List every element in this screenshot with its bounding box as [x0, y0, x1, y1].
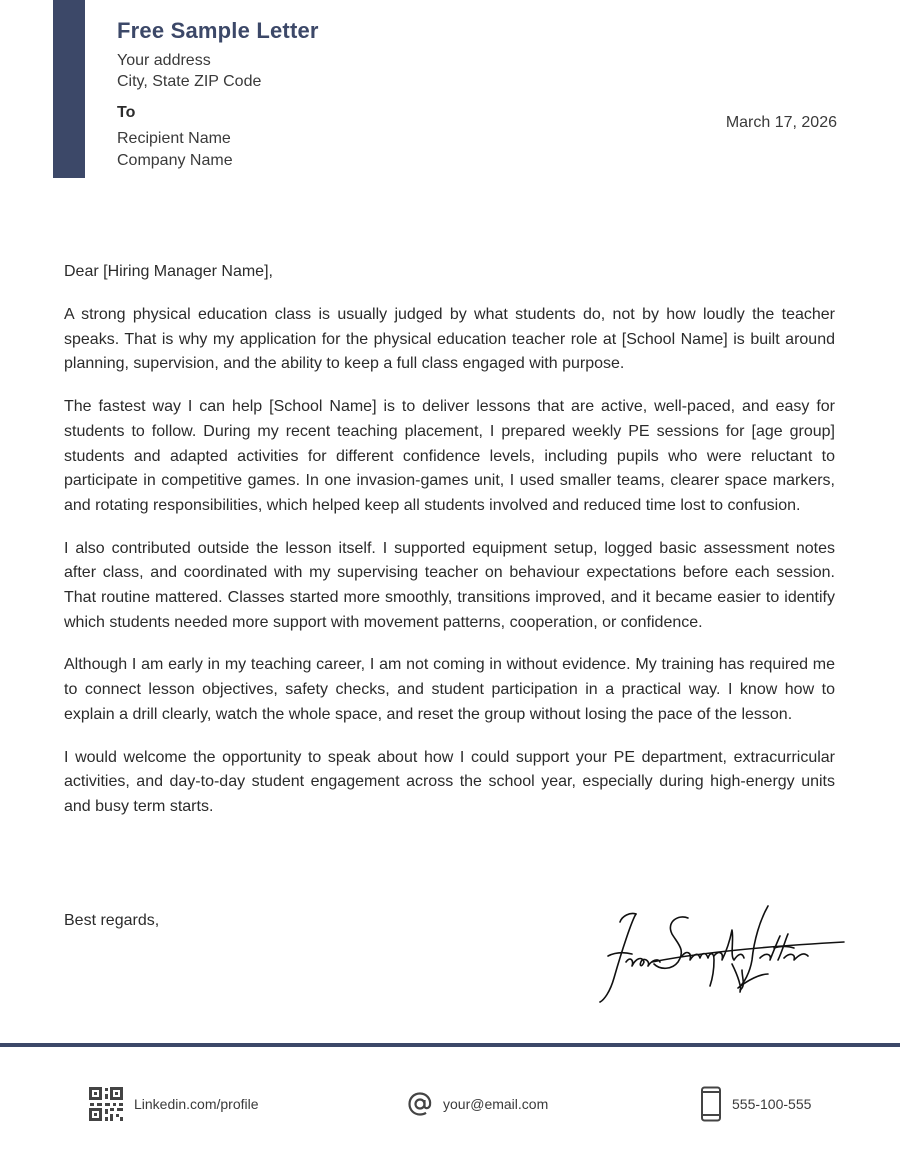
company-name: Company Name — [117, 152, 233, 169]
letter-title: Free Sample Letter — [117, 18, 319, 43]
paragraph-5: I would welcome the opportunity to speak about how I could support your PE department, extracurricular activities, and day-to-day student engagement across the school year, especially during high-energy units and busy term starts. — [64, 748, 835, 815]
recipient-block — [117, 104, 233, 172]
qr-code-icon — [88, 1086, 124, 1122]
paragraph-4: Although I am early in my teaching career, I am not coming in without evidence. My training has required me to connect lesson objectives, safety checks, and student participation in a practical way. I know how to explain a drill clearly, watch the whole space, and reset the group without losing the pace of the lesson. — [64, 656, 835, 723]
signature-image — [592, 900, 847, 1010]
to-label: To — [117, 104, 136, 121]
footer-linkedin[interactable] — [88, 1086, 259, 1122]
salutation: Dear [Hiring Manager Name], — [64, 263, 273, 280]
paragraph-2: The fastest way I can help [School Name] is to deliver lessons that are active, well-paced, and easy for students to follow. During my recent teaching placement, I prepared weekly PE sessions for [age group] students and adapted activities for different confidence levels, including pupils who were reluctant to participate in competitive games. In one invasion-games unit, I used smaller teams, clearer space markers, and rotating responsibilities, which helped keep all students involved and reduced time lost to confusion. — [64, 398, 835, 514]
paragraph-3: I also contributed outside the lesson itself. I supported equipment setup, logged basic assessment notes after class, and coordinated with my supervising teacher on behaviour expectations before each session. That routine mattered. Classes started more smoothly, transitions improved, and it became easier to identify which students needed more support with movement patterns, cooperation, or confidence. — [64, 539, 835, 631]
footer-divider — [0, 1043, 900, 1047]
letter-body — [64, 260, 835, 838]
phone-number[interactable]: 555-100-555 — [732, 1096, 812, 1112]
recipient-name: Recipient Name — [117, 130, 231, 147]
closing: Best regards, — [64, 912, 160, 929]
letter-date: March 17, 2026 — [725, 114, 837, 131]
footer-email[interactable] — [407, 1086, 548, 1122]
sender-address-line1: Your address — [117, 52, 211, 69]
footer-phone[interactable] — [700, 1086, 811, 1122]
at-sign-icon — [407, 1091, 433, 1117]
header-accent-bar — [53, 0, 85, 178]
sender-block — [117, 18, 319, 92]
linkedin-link[interactable]: Linkedin.com/profile — [134, 1096, 259, 1112]
sender-address-line2: City, State ZIP Code — [117, 73, 262, 90]
phone-icon — [700, 1086, 722, 1122]
email-link[interactable]: your@email.com — [443, 1096, 549, 1112]
paragraph-1: A strong physical education class is usually judged by what students do, not by how loudly the teacher speaks. That is why my application for the physical education teacher role at [School Name] is built around planning, supervision, and the ability to keep a full class engaged with purpose. — [64, 306, 835, 373]
